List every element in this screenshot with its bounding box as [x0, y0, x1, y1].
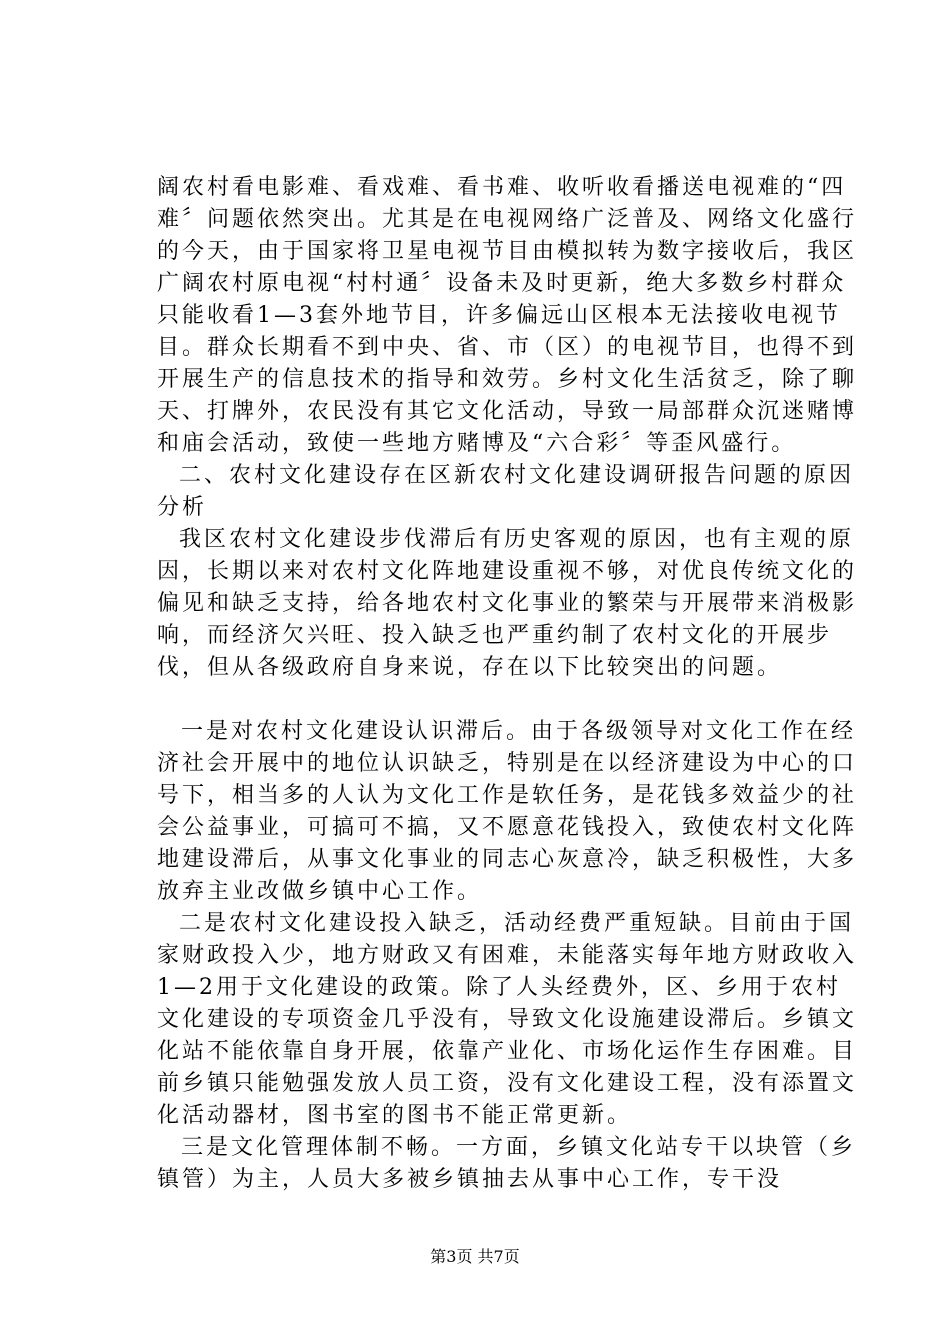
- paragraph-point-one: 一是对农村文化建设认识滞后。由于各级领导对文化工作在经济社会开展中的地位认识缺乏，特别是在以经济建设为中心的口号下，相当多的人认为文化工作是软任务，是花钱多效益少的社会公益事业，可搞可不搞，又不愿意花钱投入，致使农村文化阵地建设滞后，从事文化事业的同志心灰意冷，缺乏积极性，大多放弃主业改做乡镇中心工作。: [157, 719, 858, 904]
- document-body: [157, 172, 857, 1196]
- paragraph-point-two: 二是农村文化建设投入缺乏，活动经费严重短缺。目前由于国家财政投入少，地方财政又有困难，未能落实每年地方财政收入1—2用于文化建设的政策。除了人头经费外，区、乡用于农村文化建设的专项资金几乎没有，导致文化设施建设滞后。乡镇文化站不能依靠自身开展，依靠产业化、市场化运作生存困难。目前乡镇只能勉强发放人员工资，没有文化建设工程，没有添置文化活动器材，图书室的图书不能正常更新。: [157, 911, 858, 1128]
- paragraph-point-three: 三是文化管理体制不畅。一方面，乡镇文化站专干以块管（乡镇管）为主，人员大多被乡镇抽去从事中心工作，专干没: [157, 1135, 857, 1192]
- section-heading-cause-analysis: 二、农村文化建设存在区新农村文化建设调研报告问题的原因分析: [157, 463, 855, 520]
- paragraph-cause-overview: 我区农村文化建设步伐滞后有历史客观的原因，也有主观的原因，长期以来对农村文化阵地建设重视不够，对优良传统文化的偏见和缺乏支持，给各地农村文化事业的繁荣与开展带来消极影响，而经济欠兴旺、投入缺乏也严重约制了农村文化的开展步伐，但从各级政府自身来说，存在以下比较突出的问题。: [157, 527, 858, 680]
- paragraph-rural-culture-problems: 阔农村看电影难、看戏难、看书难、收听收看播送电视难的“四难〞问题依然突出。尤其是在电视网络广泛普及、网络文化盛行的今天，由于国家将卫星电视节目由模拟转为数字接收后，我区广阔农村原电视“村村通〞设备未及时更新，绝大多数乡村群众只能收看1—3套外地节目，许多偏远山区根本无法接收电视节目。群众长期看不到中央、省、市（区）的电视节目，也得不到开展生产的信息技术的指导和效劳。乡村文化生活贫乏，除了聊天、打牌外，农民没有其它文化活动，导致一局部群众沉迷赌博和庙会活动，致使一些地方赌博及“六合彩〞等歪风盛行。: [157, 175, 858, 456]
- page-number-footer: 第3页 共7页: [430, 1247, 520, 1266]
